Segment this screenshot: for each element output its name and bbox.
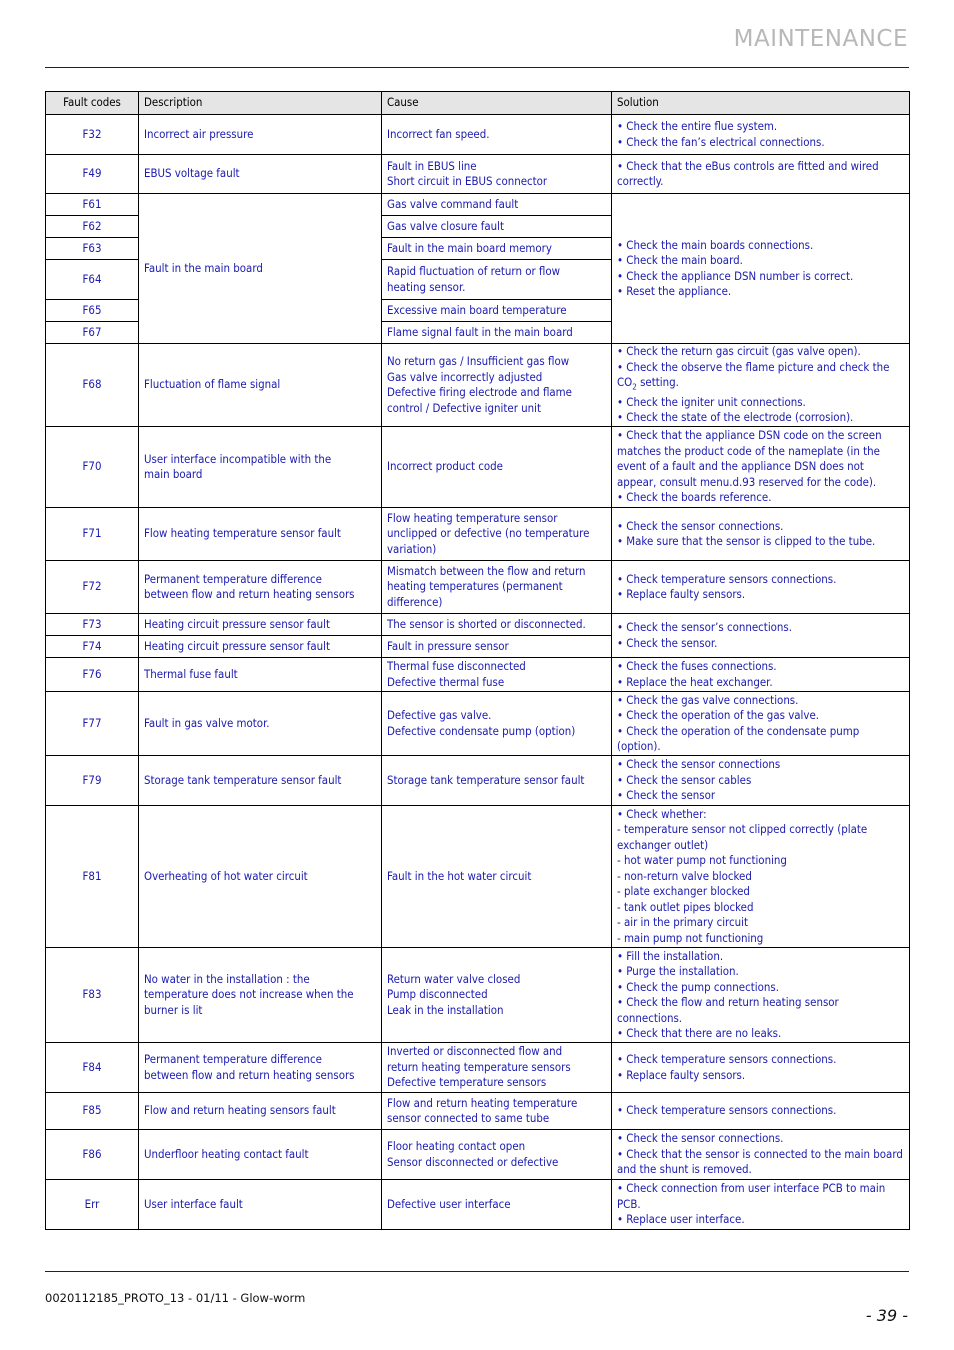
table-row [46,427,910,508]
cell-text-line: heating sensor. [387,279,466,294]
cell-text-line: control / Defective igniter unit [387,400,542,415]
table-row [46,1043,910,1093]
table-row [46,948,910,1043]
fault-code: F68 [46,344,139,427]
fault-cause [382,692,612,756]
cell-text-line: between flow and return heating sensors [144,587,355,601]
solution-item: - hot water pump not functioning [617,853,787,868]
cell-text-line: unclipped or defective (no temperature [387,526,590,541]
cell-text-line: Return water valve closed [387,971,521,986]
fault-code: F81 [46,806,139,948]
solution-item: • Check the operation of the condensate pump (option). [617,723,860,753]
fault-cause [382,238,612,260]
solution-item: • Check temperature sensors connections. [617,1103,837,1118]
fault-solution [612,561,910,614]
solution-item: • Check the main board. [617,253,743,267]
cell-text-line: sensor connected to same tube [387,1111,550,1125]
fault-code: F73 [46,614,139,636]
solution-item: • Check the sensor connections. [617,518,784,533]
fault-code: F74 [46,636,139,658]
fault-code: F79 [46,756,139,806]
fault-cause [382,756,612,806]
solution-item: • Check the sensor connections [617,757,781,772]
cell-text-line: Fault in the main board memory [387,240,552,255]
fault-cause [382,1043,612,1093]
fault-code: F49 [46,155,139,194]
solution-item: • Check the igniter unit connections. [617,394,806,409]
fault-solution [612,614,910,658]
solution-item: • Replace faulty sensors. [617,1067,746,1082]
fault-code: F71 [46,508,139,561]
fault-cause [382,155,612,194]
fault-description [139,1180,382,1230]
cell-text-line: Incorrect fan speed. [387,126,490,141]
solution-item: • Check the appliance DSN number is correct. [617,268,854,283]
cell-text-line: Flame signal fault in the main board [387,324,573,339]
fault-description [139,658,382,692]
fault-solution [612,344,910,427]
column-header-cause: Cause [382,92,612,115]
fault-cause [382,636,612,658]
table-row [46,806,910,948]
table-row [46,561,910,614]
solution-item: • Make sure that the sensor is clipped to the tube. [617,534,876,548]
fault-code: F85 [46,1093,139,1130]
fault-cause [382,300,612,322]
cell-text-line: Leak in the installation [387,1002,504,1017]
cell-text-line: Thermal fuse fault [144,666,238,681]
cell-text-line: Excessive main board temperature [387,302,567,317]
fault-solution [612,115,910,155]
fault-description [139,1093,382,1130]
fault-description [139,155,382,194]
cell-text-line: Defective temperature sensors [387,1075,547,1090]
cell-text-line: Floor heating contact open [387,1139,526,1153]
cell-text-line: Inverted or disconnected flow and [387,1044,563,1059]
cell-text-line: Fault in the main board [144,260,263,275]
solution-item: • Check the state of the electrode (corrosion). [617,410,854,425]
table-row [46,344,910,427]
solution-item: • Purge the installation. [617,964,739,978]
solution-item: • Check the sensor [617,788,716,803]
cell-text-line: No water in the installation : the [144,971,310,986]
cell-text-line: Mismatch between the flow and return [387,563,586,578]
table-row [46,155,910,194]
solution-item: - main pump not functioning [617,930,764,945]
cell-text-line: variation) [387,541,437,556]
cell-text-line: Fluctuation of flame signal [144,377,281,392]
table-row [46,614,910,636]
fault-description [139,948,382,1043]
cell-text-line: Flow and return heating sensors fault [144,1103,336,1118]
fault-solution [612,1130,910,1180]
solution-item: • Check the sensor cables [617,772,752,787]
column-header-solution: Solution [612,92,910,115]
fault-description [139,1043,382,1093]
cell-text-line: Sensor disconnected or defective [387,1154,559,1169]
cell-text-line: Gas valve closure fault [387,218,504,233]
cell-text-line: difference) [387,594,443,609]
cell-text-line: Rapid fluctuation of return or flow [387,264,561,278]
solution-item: - temperature sensor not clipped correctly (plate exchanger outlet) [617,822,868,852]
cell-text-line: Flow heating temperature sensor fault [144,526,341,541]
fault-solution [612,658,910,692]
solution-item: • Check whether: [617,806,707,821]
fault-code: F62 [46,216,139,238]
fault-cause [382,344,612,427]
cell-text-line: between flow and return heating sensors [144,1067,355,1082]
fault-cause [382,322,612,344]
fault-solution [612,1043,910,1093]
solution-item: • Check temperature sensors connections. [617,571,837,586]
header-rule [45,67,909,68]
fault-code: F70 [46,427,139,508]
solution-item: • Check the observe the flame picture and check the $CO_2$ setting. [617,359,890,392]
fault-solution [612,692,910,756]
solution-item: • Check that the eBus controls are fitted and wired correctly. [617,158,879,188]
fault-description [139,561,382,614]
solution-item: • Replace user interface. [617,1212,745,1227]
solution-item: • Check the sensor’s connections. [617,620,793,634]
cell-text-line: return heating temperature sensors [387,1059,571,1074]
fault-code: F67 [46,322,139,344]
solution-item: • Check the main boards connections. [617,237,814,252]
fault-description [139,194,382,344]
solution-item: • Check the flow and return heating sensor connections. [617,995,839,1025]
cell-text-line: Pump disconnected [387,987,488,1002]
cell-text-line: Defective firing electrode and flame [387,385,572,399]
solution-item: • Check the return gas circuit (gas valve open). [617,344,861,359]
fault-cause [382,260,612,300]
cell-text-line: Incorrect air pressure [144,126,254,141]
column-header-description: Description [139,92,382,115]
fault-cause [382,1180,612,1230]
fault-code: F83 [46,948,139,1043]
fault-code: F72 [46,561,139,614]
table-row [46,692,910,756]
fault-solution [612,806,910,948]
solution-item: • Check the fan’s electrical connections. [617,134,825,149]
fault-cause [382,561,612,614]
fault-solution [612,194,910,344]
solution-item: • Check the fuses connections. [617,659,777,673]
fault-cause [382,1130,612,1180]
solution-item: • Check that there are no leaks. [617,1026,782,1040]
cell-text-line: User interface fault [144,1196,243,1211]
fault-solution [612,1093,910,1130]
cell-text-line: Defective user interface [387,1196,511,1211]
table-row [46,756,910,806]
solution-item: • Check the gas valve connections. [617,692,799,707]
cell-text-line: Thermal fuse disconnected [387,659,526,673]
table-row [46,1130,910,1180]
cell-text-line: No return gas / Insufficient gas flow [387,354,570,368]
cell-text-line: main board [144,467,203,481]
fault-code: Err [46,1180,139,1230]
document-reference: 0020112185_PROTO_13 - 01/11 - Glow-worm [45,1291,306,1305]
fault-cause [382,948,612,1043]
fault-description [139,344,382,427]
cell-text-line: Permanent temperature difference [144,1052,322,1066]
cell-text-line: Fault in the hot water circuit [387,868,532,883]
cell-text-line: Gas valve command fault [387,196,519,211]
cell-text-line: Fault in gas valve motor. [144,715,270,730]
fault-description [139,1130,382,1180]
cell-text-line: Short circuit in EBUS connector [387,174,548,188]
fault-cause [382,1093,612,1130]
cell-text-line: Flow and return heating temperature [387,1095,578,1110]
fault-cause [382,216,612,238]
cell-text-line: Defective thermal fuse [387,674,505,689]
solution-item: • Check the pump connections. [617,979,779,994]
table-row [46,508,910,561]
solution-item: • Check the sensor. [617,635,718,650]
fault-code: F86 [46,1130,139,1180]
cell-text-line: Defective condensate pump (option) [387,723,576,738]
fault-codes-table [45,91,910,1230]
fault-solution [612,948,910,1043]
fault-description [139,636,382,658]
cell-text-line: Incorrect product code [387,459,503,474]
solution-item: - tank outlet pipes blocked [617,899,754,914]
cell-text-line: Overheating of hot water circuit [144,868,308,883]
table-row [46,115,910,155]
fault-solution [612,155,910,194]
cell-text-line: Storage tank temperature sensor fault [387,772,585,787]
cell-text-line: burner is lit [144,1002,203,1017]
cell-text-line: Fault in pressure sensor [387,638,509,653]
solution-item: • Check connection from user interface PCB to main PCB. [617,1181,886,1211]
fault-solution [612,427,910,508]
table-header-row [46,92,910,115]
cell-text-line: Heating circuit pressure sensor fault [144,616,331,631]
fault-code: F76 [46,658,139,692]
solution-item: • Replace faulty sensors. [617,587,746,601]
solution-item: • Fill the installation. [617,948,724,963]
cell-text-line: Underfloor heating contact fault [144,1146,309,1161]
solution-item: • Check temperature sensors connections. [617,1052,837,1066]
solution-item: - air in the primary circuit [617,915,749,930]
fault-description [139,508,382,561]
fault-cause [382,658,612,692]
fault-description [139,692,382,756]
solution-item: • Check that the appliance DSN code on the screen matches the product code of the nameplate (in the event of a fault and the appliance DSN does not appear, consult menu.d.93 reserved for the code). [617,428,882,489]
fault-description [139,115,382,155]
fault-solution [612,1180,910,1230]
fault-code: F77 [46,692,139,756]
fault-cause [382,427,612,508]
fault-solution [612,756,910,806]
cell-text-line: User interface incompatible with the [144,451,332,466]
cell-text-line: Fault in EBUS line [387,158,477,173]
fault-cause [382,194,612,216]
fault-code: F64 [46,260,139,300]
fault-solution [612,508,910,561]
fault-cause [382,508,612,561]
solution-item: • Check the sensor connections. [617,1131,784,1146]
fault-code: F32 [46,115,139,155]
cell-text-line: Defective gas valve. [387,708,492,722]
cell-text-line: heating temperatures (permanent [387,579,563,594]
fault-description [139,806,382,948]
solution-item: • Check that the sensor is connected to the main board and the shunt is removed. [617,1146,903,1177]
table-row [46,1093,910,1130]
page-header-title: MAINTENANCE [733,26,908,52]
fault-cause [382,806,612,948]
solution-item: - non-return valve blocked [617,868,752,883]
cell-text-line: Storage tank temperature sensor fault [144,772,342,787]
cell-text-line: The sensor is shorted or disconnected. [387,616,586,631]
fault-code: F84 [46,1043,139,1093]
solution-item: - plate exchanger blocked [617,884,750,899]
page-number: - 39 - [865,1306,908,1325]
fault-code: F63 [46,238,139,260]
cell-text-line: temperature does not increase when the [144,987,354,1002]
cell-text-line: Flow heating temperature sensor [387,510,558,525]
fault-cause [382,115,612,155]
solution-item: • Check the entire flue system. [617,119,778,133]
fault-description [139,756,382,806]
table-row [46,194,910,216]
fault-description [139,614,382,636]
solution-item: • Check the operation of the gas valve. [617,708,820,722]
solution-item: • Reset the appliance. [617,284,732,298]
column-header-fault-codes: Fault codes [46,92,139,115]
fault-code: F61 [46,194,139,216]
cell-text-line: Gas valve incorrectly adjusted [387,369,543,384]
cell-text-line: EBUS voltage fault [144,166,240,181]
fault-cause [382,614,612,636]
solution-item: • Replace the heat exchanger. [617,674,773,689]
solution-item: • Check the boards reference. [617,490,772,505]
cell-text-line: Heating circuit pressure sensor fault [144,638,331,653]
fault-description [139,427,382,508]
table-row [46,658,910,692]
fault-code: F65 [46,300,139,322]
footer-rule [45,1271,909,1272]
cell-text-line: Permanent temperature difference [144,571,322,586]
table-row [46,1180,910,1230]
